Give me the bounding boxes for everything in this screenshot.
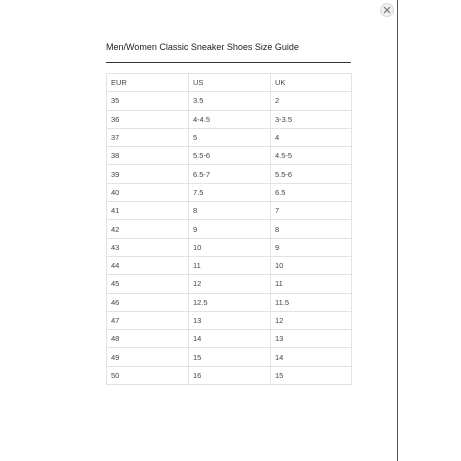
table-header-row xyxy=(107,74,352,92)
table-row xyxy=(107,293,352,311)
cell-us: 13 xyxy=(189,311,271,329)
cell-us: 6.5-7 xyxy=(189,165,271,183)
cell-eur: 46 xyxy=(107,293,189,311)
table-row xyxy=(107,92,352,110)
cell-eur: 42 xyxy=(107,220,189,238)
header-us: US xyxy=(189,74,271,92)
cell-uk: 10 xyxy=(271,256,352,274)
cell-eur: 37 xyxy=(107,128,189,146)
cell-us: 14 xyxy=(189,330,271,348)
cell-eur: 49 xyxy=(107,348,189,366)
cell-uk: 7 xyxy=(271,202,352,220)
table-row xyxy=(107,311,352,329)
table-row xyxy=(107,110,352,128)
cell-us: 5 xyxy=(189,128,271,146)
cell-us: 7.5 xyxy=(189,183,271,201)
cell-us: 11 xyxy=(189,256,271,274)
page-title: Men/Women Classic Sneaker Shoes Size Guide xyxy=(106,42,299,52)
cell-uk: 4.5-5 xyxy=(271,147,352,165)
cell-us: 10 xyxy=(189,238,271,256)
cell-us: 16 xyxy=(189,366,271,384)
cell-uk: 4 xyxy=(271,128,352,146)
cell-uk: 5.5-6 xyxy=(271,165,352,183)
cell-eur: 45 xyxy=(107,275,189,293)
header-uk: UK xyxy=(271,74,352,92)
cell-us: 12 xyxy=(189,275,271,293)
cell-eur: 48 xyxy=(107,330,189,348)
table-row xyxy=(107,147,352,165)
table-row xyxy=(107,220,352,238)
cell-eur: 40 xyxy=(107,183,189,201)
close-icon xyxy=(383,6,391,14)
table-row xyxy=(107,128,352,146)
cell-us: 4-4.5 xyxy=(189,110,271,128)
cell-eur: 44 xyxy=(107,256,189,274)
cell-uk: 12 xyxy=(271,311,352,329)
table-row xyxy=(107,366,352,384)
table-row xyxy=(107,348,352,366)
cell-us: 5.5-6 xyxy=(189,147,271,165)
cell-eur: 43 xyxy=(107,238,189,256)
cell-us: 9 xyxy=(189,220,271,238)
cell-uk: 11 xyxy=(271,275,352,293)
cell-eur: 36 xyxy=(107,110,189,128)
cell-uk: 8 xyxy=(271,220,352,238)
cell-eur: 41 xyxy=(107,202,189,220)
vertical-divider xyxy=(397,0,398,461)
cell-uk: 14 xyxy=(271,348,352,366)
cell-us: 15 xyxy=(189,348,271,366)
size-table xyxy=(106,73,352,385)
cell-uk: 2 xyxy=(271,92,352,110)
cell-eur: 50 xyxy=(107,366,189,384)
table-row xyxy=(107,238,352,256)
table-row xyxy=(107,202,352,220)
cell-eur: 35 xyxy=(107,92,189,110)
close-button[interactable] xyxy=(380,3,394,17)
cell-uk: 11.5 xyxy=(271,293,352,311)
cell-uk: 9 xyxy=(271,238,352,256)
table-row xyxy=(107,275,352,293)
table-row xyxy=(107,165,352,183)
table-row xyxy=(107,330,352,348)
cell-eur: 47 xyxy=(107,311,189,329)
table-row xyxy=(107,256,352,274)
cell-uk: 15 xyxy=(271,366,352,384)
cell-eur: 38 xyxy=(107,147,189,165)
cell-us: 8 xyxy=(189,202,271,220)
cell-uk: 3-3.5 xyxy=(271,110,352,128)
cell-uk: 6.5 xyxy=(271,183,352,201)
cell-us: 3.5 xyxy=(189,92,271,110)
cell-eur: 39 xyxy=(107,165,189,183)
title-divider xyxy=(106,62,351,63)
cell-uk: 13 xyxy=(271,330,352,348)
header-eur: EUR xyxy=(107,74,189,92)
table-row xyxy=(107,183,352,201)
cell-us: 12.5 xyxy=(189,293,271,311)
